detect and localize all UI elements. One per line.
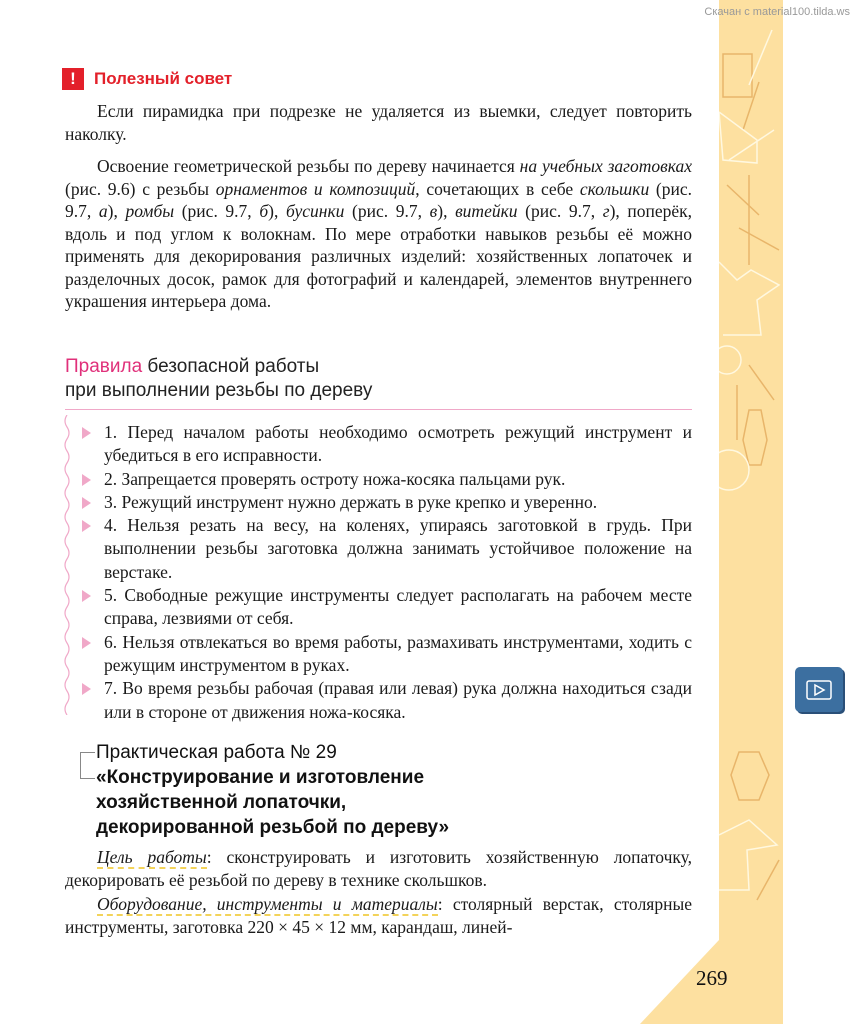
divider: [65, 409, 692, 410]
rule-item: [80, 514, 692, 584]
rule-item: [80, 491, 692, 514]
emphasis-term: в: [429, 201, 438, 221]
equipment-label: Оборудование, инструменты и материалы: [97, 894, 438, 914]
emphasis-term: витейки: [455, 201, 518, 221]
text-segment: , сочетающих в себе: [415, 178, 580, 199]
emphasis-term: орнаментов и композиций: [215, 178, 416, 199]
equipment-text: : столярный верстак, столярные инструменты, заготовка 220 × 45 × 12 мм, карандаш, линей-: [65, 894, 692, 937]
rule-text: 3. Режущий инструмент нужно держать в руке крепко и уверенно.: [104, 491, 598, 512]
rule-text: 7. Во время резьбы рабочая (правая или левая) рука должна находиться сзади или в стороне от движения ножа-косяка.: [104, 678, 692, 722]
triangle-bullet-icon: [82, 590, 91, 602]
rule-text: 2. Запрещается проверять остроту ножа-косяка пальцами рук.: [104, 468, 566, 489]
practical-heading: [96, 740, 449, 840]
rule-text: 5. Свободные режущие инструменты следует располагать на рабочем месте справа, лезвиями от себя.: [104, 585, 692, 629]
emphasis-term: б: [259, 201, 269, 221]
tip-text: [65, 100, 692, 145]
text-segment: (рис. 9.7,: [174, 201, 260, 221]
rule-text: 4. Нельзя резать на весу, на коленях, упираясь заготовкой в грудь. При выполнении резьбы заготовка должна занимать устойчивое положение на верстаке.: [104, 515, 692, 582]
rule-text: 1. Перед началом работы необходимо осмотреть режущий инструмент и убедиться в его исправности.: [104, 422, 692, 466]
practical-number: Практическая работа № 29: [96, 742, 337, 763]
text-segment: (рис. 9.7,: [65, 178, 692, 221]
rule-item: [80, 468, 692, 491]
rule-text: 6. Нельзя отвлекаться во время работы, размахивать инструментами, ходить с режущим инструментом в руках.: [104, 631, 692, 675]
text-segment: ),: [268, 201, 286, 221]
rules-heading-line2: при выполнении резьбы по дереву: [65, 380, 373, 401]
equipment-paragraph: [65, 893, 692, 938]
tip-text-content: Если пирамидка при подрезке не удаляется из выемки, следует повторить наколку.: [65, 101, 692, 144]
emphasis-term: ромбы: [125, 201, 175, 221]
text-segment: ),: [437, 201, 456, 221]
bracket-decoration: [80, 752, 95, 779]
rules-heading: [65, 355, 372, 403]
wavy-border-icon: [62, 415, 72, 715]
emphasis-term: на учебных заготовках: [519, 156, 692, 176]
rule-item: [80, 584, 692, 631]
practical-title-line2: хозяйственной лопаточки,: [96, 792, 347, 813]
rule-item: [80, 677, 692, 724]
tip-header: [62, 68, 232, 90]
triangle-bullet-icon: [82, 520, 91, 532]
watermark: Скачан с material100.tilda.ws: [704, 6, 850, 18]
goal-text: : сконструировать и изготовить хозяйственную лопаточку, декорировать её резьбой по дереву в технике скольшков.: [65, 847, 692, 890]
rules-heading-accent: Правила: [65, 356, 143, 377]
emphasis-term: г: [602, 201, 610, 221]
triangle-bullet-icon: [82, 474, 91, 486]
page-number: 269: [696, 966, 728, 990]
text-segment: Освоение геометрической резьбы по дереву начинается: [97, 156, 520, 176]
text-segment: (рис. 9.7,: [517, 201, 603, 221]
goal-paragraph: [65, 846, 692, 891]
text-segment: (рис. 9.7,: [344, 201, 430, 221]
play-video-button[interactable]: [795, 667, 843, 712]
triangle-bullet-icon: [82, 683, 91, 695]
exclamation-icon: !: [62, 68, 84, 90]
emphasis-term: бусинки: [285, 201, 345, 221]
intro-paragraph: [65, 155, 692, 313]
text-segment: ),: [107, 201, 126, 221]
rule-item: [80, 631, 692, 678]
emphasis-term: скольшки: [579, 178, 650, 199]
practical-title-line1: «Конструирование и изготовление: [96, 767, 425, 788]
rule-item: [80, 421, 692, 468]
practical-title-line3: декорированной резьбой по дереву»: [96, 817, 450, 838]
rules-heading-rest: безопасной работы: [142, 356, 320, 377]
play-icon: [806, 680, 832, 700]
text-segment: (рис. 9.6) с резьбы: [65, 178, 216, 199]
triangle-bullet-icon: [82, 637, 91, 649]
triangle-bullet-icon: [82, 427, 91, 439]
rules-list: [80, 421, 692, 724]
emphasis-term: а: [98, 201, 108, 221]
goal-label: Цель работы: [97, 847, 207, 867]
tip-title: Полезный совет: [94, 69, 233, 88]
text-segment: ), поперёк, вдоль и под углом к волокнам. По мере отработки навыков резьбы её можно применять для декорирования различных изделий: хозяйственных лопаточек и разделочных досок, рамок для фотографий и календарей, элементов внутреннего украшения интерьера дома.: [65, 201, 693, 311]
triangle-bullet-icon: [82, 497, 91, 509]
